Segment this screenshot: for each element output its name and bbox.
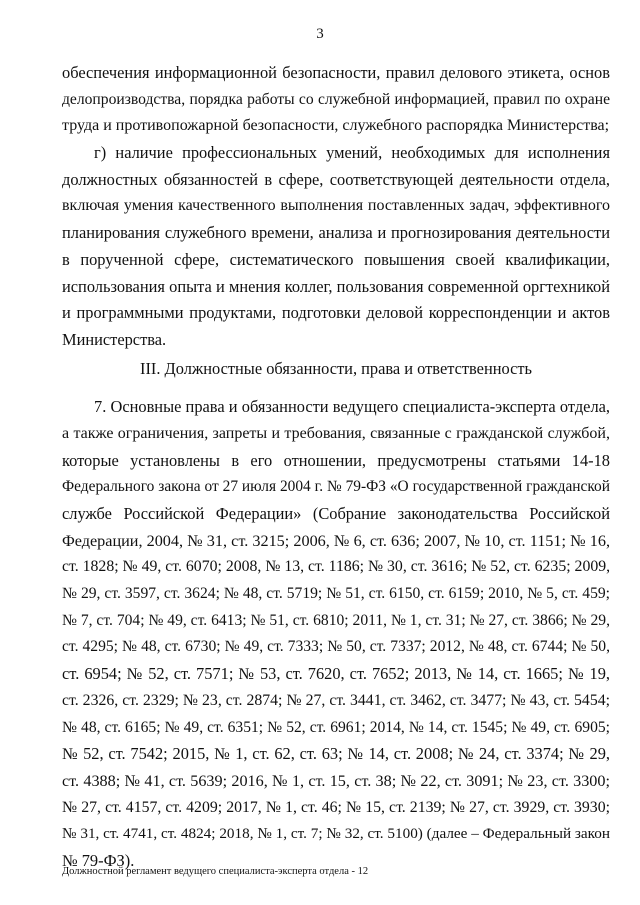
text-line: должностных обязанностей в сфере, соответствующей деятельности отдела, xyxy=(62,169,610,189)
text-line: ст. 2326, ст. 2329; № 23, ст. 2874; № 27, ст. 3441, ст. 3462, ст. 3477; № 43, ст. 5454; xyxy=(62,691,610,709)
text-line: ст. 4388; № 41, ст. 5639; 2016, № 1, ст. 15, ст. 38; № 22, ст. 3091; № 23, ст. 3300; xyxy=(62,771,610,790)
text-line: г) наличие профессиональных умений, необходимых для исполнения xyxy=(94,143,610,163)
text-line: ст. 1828; № 49, ст. 6070; 2008, № 13, ст. 1186; № 30, ст. 3616; № 52, ст. 6235; 2009, xyxy=(62,558,610,576)
text-line: в порученной сфере, систематического повышения своей квалификации, xyxy=(62,249,610,269)
text-line: а также ограничения, запреты и требования, связанные с гражданской службой, xyxy=(62,424,610,442)
text-line: которые установлены в его отношении, предусмотрены статьями 14-18 xyxy=(62,450,610,470)
text-line: включая умения качественного выполнения поставленных задач, эффективного xyxy=(62,197,610,215)
text-line: № 27, ст. 4157, ст. 4209; 2017, № 1, ст. 46; № 15, ст. 2139; № 27, ст. 3929, ст. 3930; xyxy=(62,798,610,816)
text-line: № 7, ст. 704; № 49, ст. 6413; № 51, ст. 6810; 2011, № 1, ст. 31; № 27, ст. 3866; № 29, xyxy=(62,611,610,629)
text-line: использования опыта и мнения коллег, пользования современной оргтехникой xyxy=(62,276,610,296)
page-footer: Должностной регламент ведущего специалиста-эксперта отдела - 12 xyxy=(62,866,369,877)
page-number: 3 xyxy=(316,26,324,42)
text-line: 7. Основные права и обязанности ведущего специалиста-эксперта отдела, xyxy=(94,397,610,417)
text-line: № 29, ст. 3597, ст. 3624; № 48, ст. 5719; № 51, ст. 6150, ст. 6159; 2010, № 5, ст. 459; xyxy=(62,585,610,603)
text-line: ст. 6954; № 52, ст. 7571; № 53, ст. 7620, ст. 7652; 2013, № 14, ст. 1665; № 19, xyxy=(62,664,610,684)
text-line: ст. 4295; № 48, ст. 6730; № 49, ст. 7333; № 50, ст. 7337; 2012, № 48, ст. 6744; № 50, xyxy=(62,638,610,656)
text-line: планирования служебного времени, анализа и прогнозирования деятельности xyxy=(62,223,610,243)
text-line: труда и противопожарной безопасности, служебного распорядка Министерства; xyxy=(62,117,610,135)
text-line: № 52, ст. 7542; 2015, № 1, ст. 62, ст. 63; № 14, ст. 2008; № 24, ст. 3374; № 29, xyxy=(62,744,610,764)
text-line: Министерства. xyxy=(62,329,167,349)
text-line: № 31, ст. 4741, ст. 4824; 2018, № 1, ст. 7; № 32, ст. 5100) (далее – Федеральный закон xyxy=(62,825,610,843)
text-line: службе Российской Федерации» (Собрание законодательства Российской xyxy=(62,504,610,523)
section-heading: III. Должностные обязанности, права и ответственность xyxy=(139,358,532,378)
text-line: делопроизводства, порядка работы со служебной информацией, правил по охране xyxy=(62,90,610,108)
text-line: № 79-ФЗ). xyxy=(62,850,135,870)
document-body xyxy=(62,60,610,875)
text-line: обеспечения информационной безопасности, правил делового этикета, основ xyxy=(62,63,610,82)
text-line: Федерации, 2004, № 31, ст. 3215; 2006, № 6, ст. 636; 2007, № 10, ст. 1151; № 16, xyxy=(62,531,610,550)
text-line: Федерального закона от 27 июля 2004 г. № 79-ФЗ «О государственной гражданской xyxy=(62,478,610,496)
text-line: № 48, ст. 6165; № 49, ст. 6351; № 52, ст. 6961; 2014, № 14, ст. 1545; № 49, ст. 6905; xyxy=(62,718,610,736)
text-line: и программными продуктами, подготовки деловой корреспонденции и актов xyxy=(62,303,610,323)
